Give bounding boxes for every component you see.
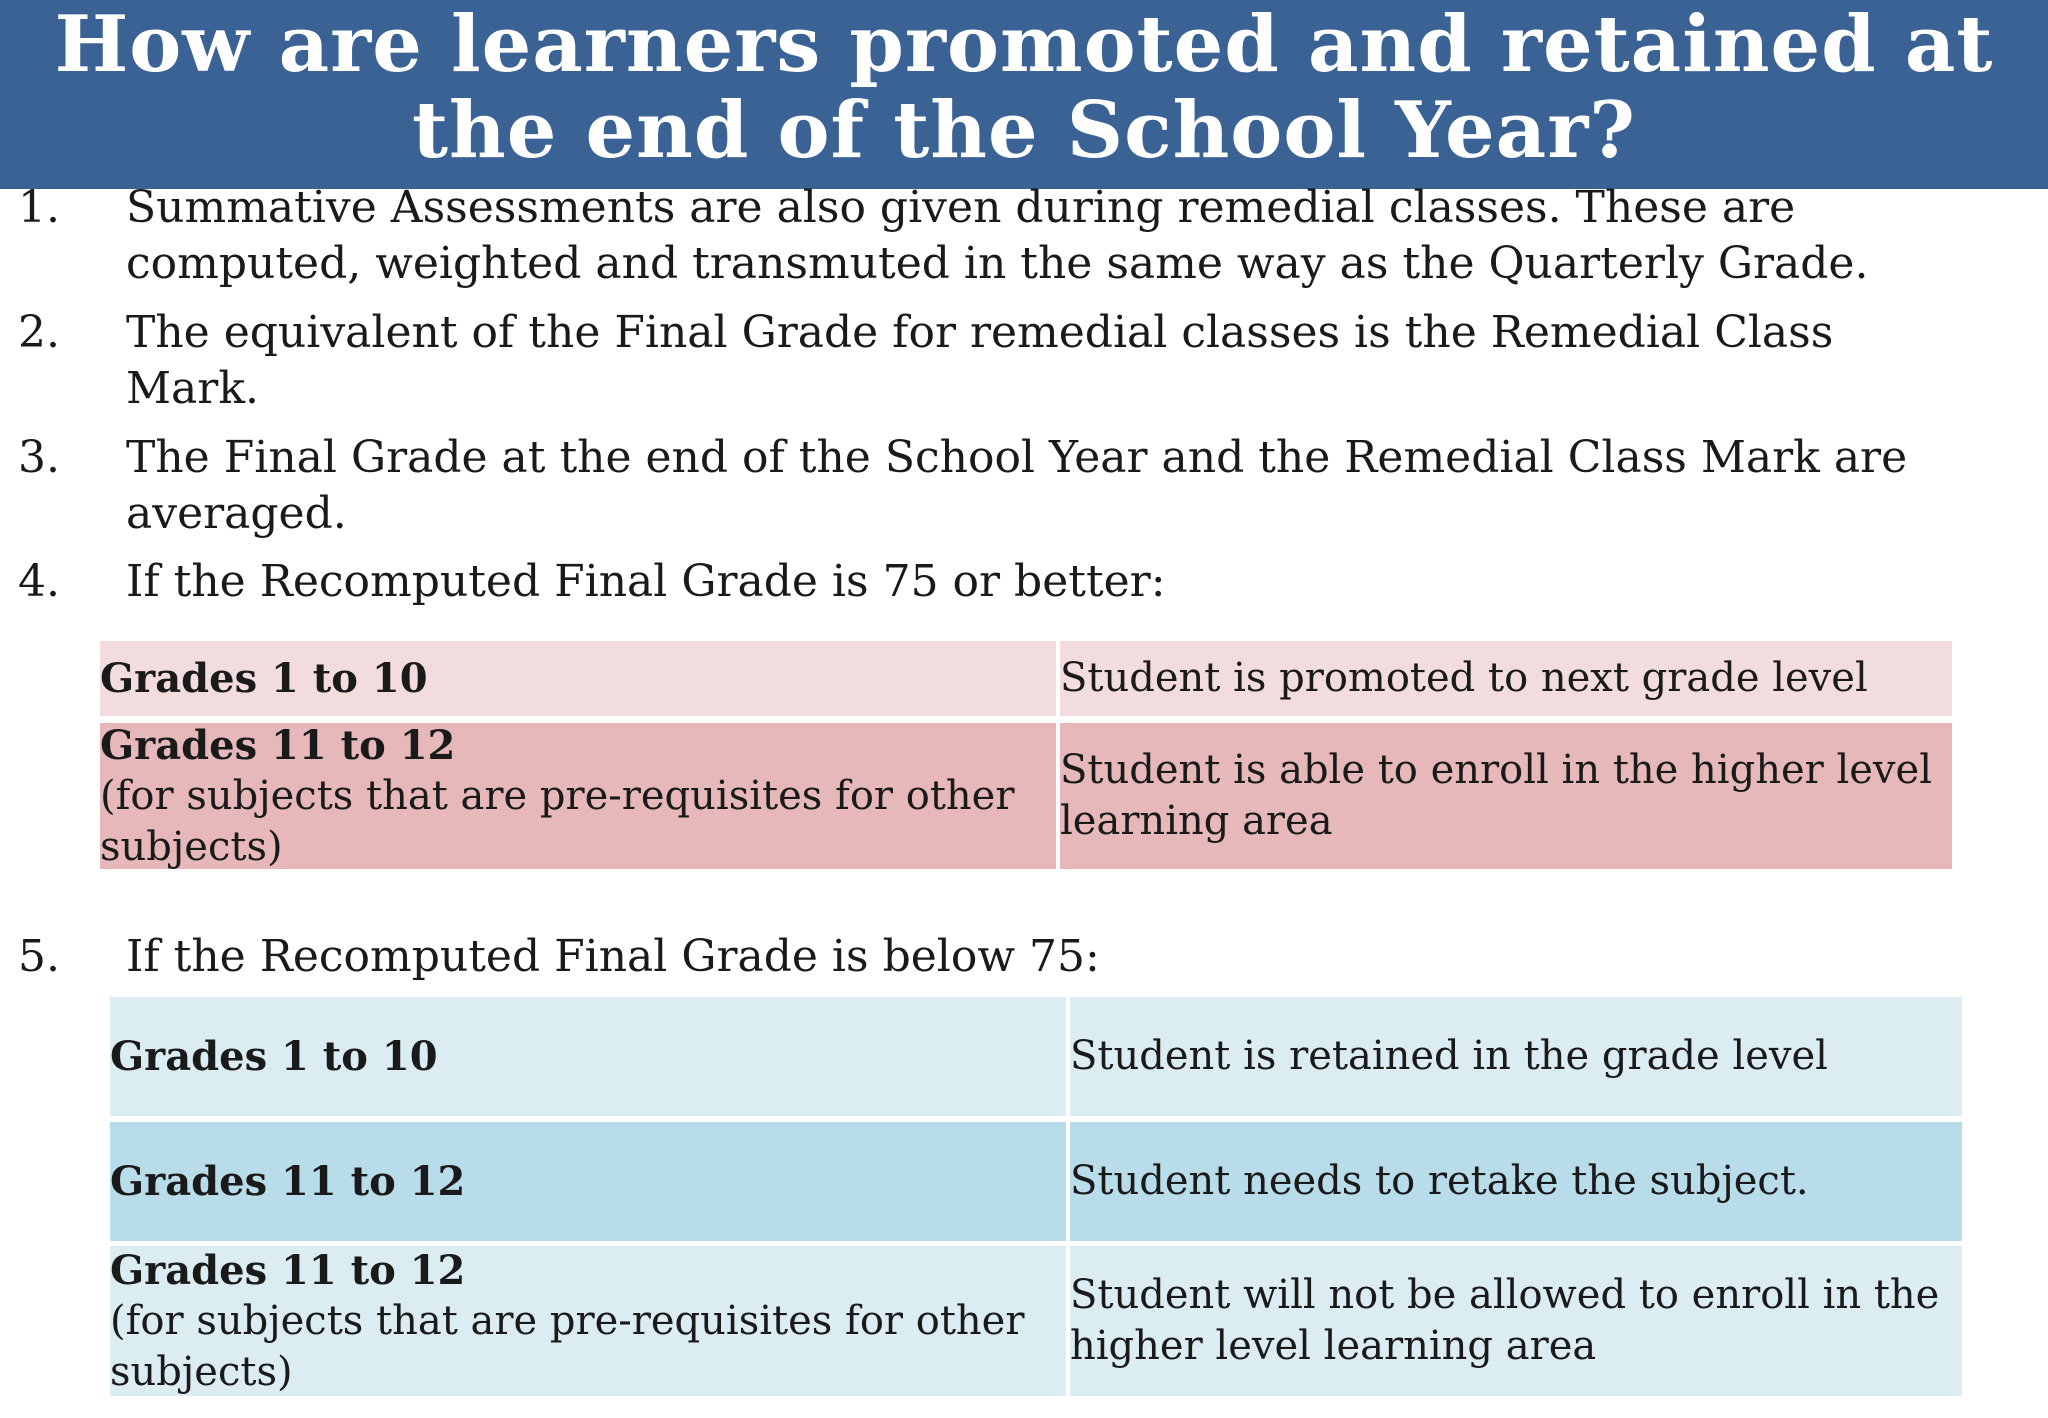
result-cell bbox=[1070, 1122, 1962, 1241]
grade-label: Grades 11 to 12 bbox=[110, 1158, 466, 1205]
page-title bbox=[0, 2, 2048, 174]
grade-note: subjects) bbox=[110, 1348, 293, 1395]
list-number: 5. bbox=[18, 931, 60, 982]
table-row bbox=[110, 1246, 1962, 1396]
table-row bbox=[110, 997, 1962, 1116]
grade-cell bbox=[100, 723, 1056, 869]
result-cell bbox=[1060, 723, 1952, 869]
list-text-line: computed, weighted and transmuted in the same way as the Quarterly Grade. bbox=[126, 238, 1869, 289]
page-title-line-1: How are learners promoted and retained at bbox=[54, 0, 1994, 90]
list-number: 3. bbox=[18, 432, 60, 483]
grade-cell bbox=[110, 1122, 1066, 1241]
result-cell bbox=[1070, 997, 1962, 1116]
list-text-line: If the Recomputed Final Grade is 75 or better: bbox=[126, 556, 1166, 607]
result-text: higher level learning area bbox=[1070, 1323, 1597, 1369]
list-text-line: The Final Grade at the end of the School Year and the Remedial Class Mark are bbox=[126, 432, 1908, 483]
list-text-line: Mark. bbox=[126, 363, 259, 414]
list-number: 1. bbox=[18, 182, 60, 233]
result-text: learning area bbox=[1060, 798, 1333, 844]
result-text: Student needs to retake the subject. bbox=[1070, 1158, 1809, 1204]
table-row bbox=[100, 723, 1952, 869]
list-text-line: If the Recomputed Final Grade is below 75: bbox=[126, 931, 1100, 982]
title-banner bbox=[0, 0, 2048, 189]
grade-label: Grades 11 to 12 bbox=[100, 723, 456, 769]
result-text: Student will not be allowed to enroll in the bbox=[1070, 1272, 1940, 1318]
result-text: Student is promoted to next grade level bbox=[1060, 655, 1868, 701]
list-number: 2. bbox=[18, 307, 60, 358]
list-number: 4. bbox=[18, 556, 60, 607]
result-cell bbox=[1070, 1246, 1962, 1396]
table-row bbox=[100, 641, 1952, 716]
grade-note: subjects) bbox=[100, 823, 283, 869]
grade-label: Grades 11 to 12 bbox=[110, 1246, 466, 1294]
grade-cell bbox=[110, 997, 1066, 1116]
grade-cell bbox=[100, 641, 1056, 716]
table-row bbox=[110, 1122, 1962, 1241]
list-text-line: The equivalent of the Final Grade for remedial classes is the Remedial Class bbox=[126, 307, 1834, 358]
list-text-line: averaged. bbox=[126, 488, 347, 539]
grade-note: (for subjects that are pre-requisites for other bbox=[110, 1297, 1025, 1344]
grade-cell bbox=[110, 1246, 1066, 1396]
grade-label: Grades 1 to 10 bbox=[100, 655, 428, 702]
result-text: Student is retained in the grade level bbox=[1070, 1033, 1828, 1079]
page-title-line-2: the end of the School Year? bbox=[411, 85, 1637, 176]
result-cell bbox=[1060, 641, 1952, 716]
grade-note: (for subjects that are pre-requisites for other bbox=[100, 772, 1015, 819]
list-text-line: Summative Assessments are also given during remedial classes. These are bbox=[126, 182, 1796, 233]
grade-label: Grades 1 to 10 bbox=[110, 1033, 438, 1080]
result-text: Student is able to enroll in the higher level bbox=[1060, 747, 1932, 793]
